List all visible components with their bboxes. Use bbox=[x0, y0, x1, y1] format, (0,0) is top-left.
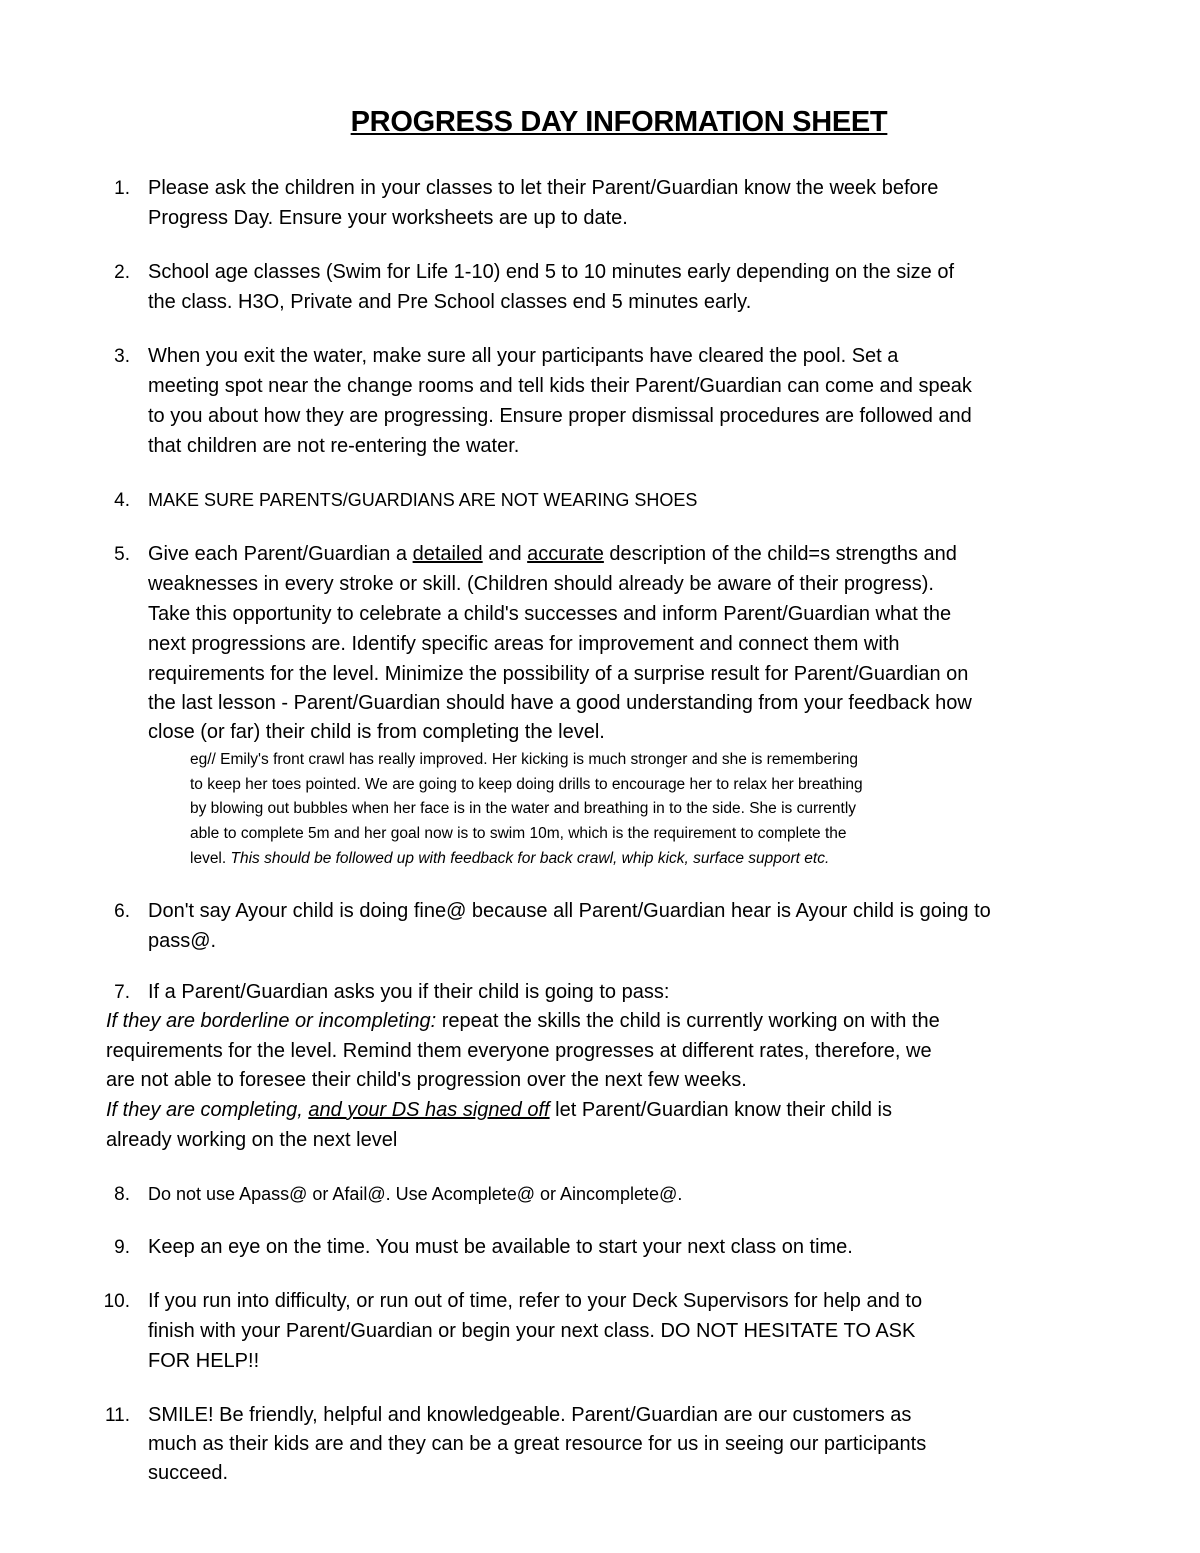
text-segment: level. bbox=[190, 850, 231, 867]
example-line: by blowing out bubbles when her face is in the water and breathing in to the side. She is currently bbox=[190, 800, 857, 817]
item-text-line: next progressions are. Identify specific areas for improvement and connect them with bbox=[148, 633, 900, 655]
example-line: able to complete 5m and her goal now is to swim 10m, which is the requirement to complete the bbox=[190, 825, 847, 842]
italic-label: If they are completing, bbox=[106, 1099, 309, 1121]
item-text-line: close (or far) their child is from completing the level. bbox=[148, 721, 605, 743]
italic-note: This should be followed up with feedback for back crawl, whip kick, surface support etc. bbox=[230, 850, 830, 867]
item-number: 4. bbox=[114, 490, 130, 511]
item-number: 6. bbox=[114, 901, 130, 922]
example-line: eg// Emily's front crawl has really improved. Her kicking is much stronger and she is remembering bbox=[190, 751, 858, 768]
item-text-line bbox=[106, 1099, 892, 1122]
text-segment: description of the child=s strengths and bbox=[603, 543, 957, 565]
item-number: 10. bbox=[103, 1291, 130, 1312]
item-text-line: FOR HELP!! bbox=[148, 1350, 260, 1372]
text-segment: let Parent/Guardian know their child is bbox=[549, 1099, 892, 1121]
item-text-line bbox=[148, 543, 957, 566]
example-line bbox=[190, 850, 829, 868]
item-text-line: If a Parent/Guardian asks you if their child is going to pass: bbox=[148, 981, 670, 1003]
item-text-line: much as their kids are and they can be a great resource for us in seeing our participants bbox=[148, 1433, 927, 1455]
item-text-line: requirements for the level. Minimize the possibility of a surprise result for Parent/Guardian on bbox=[148, 663, 969, 685]
item-number: 9. bbox=[114, 1237, 130, 1258]
item-number: 3. bbox=[114, 346, 130, 367]
item-text-line: to you about how they are progressing. Ensure proper dismissal procedures are followed and bbox=[148, 405, 972, 427]
item-text-line: Progress Day. Ensure your worksheets are up to date. bbox=[148, 207, 628, 229]
item-text-line: Keep an eye on the time. You must be available to start your next class on time. bbox=[148, 1236, 853, 1258]
item-text-line: that children are not re-entering the water. bbox=[148, 435, 520, 457]
item-text-line: If you run into difficulty, or run out of time, refer to your Deck Supervisors for help and to bbox=[148, 1290, 923, 1312]
item-text-line: SMILE! Be friendly, helpful and knowledgeable. Parent/Guardian are our customers as bbox=[148, 1404, 912, 1426]
item-text-line: MAKE SURE PARENTS/GUARDIANS ARE NOT WEARING SHOES bbox=[148, 490, 698, 510]
underlined-word: accurate bbox=[527, 543, 604, 565]
item-text-line: the last lesson - Parent/Guardian should have a good understanding from your feedback how bbox=[148, 692, 972, 714]
item-number: 8. bbox=[114, 1184, 130, 1205]
item-text-line bbox=[106, 1010, 940, 1033]
item-text-line: the class. H3O, Private and Pre School classes end 5 minutes early. bbox=[148, 291, 752, 313]
item-text-line: requirements for the level. Remind them everyone progresses at different rates, therefore, we bbox=[106, 1040, 932, 1062]
item-text-line: meeting spot near the change rooms and tell kids their Parent/Guardian can come and speak bbox=[148, 375, 972, 397]
item-text-line: Don't say Ayour child is doing fine@ because all Parent/Guardian hear is Ayour child is going to bbox=[148, 900, 991, 922]
item-number: 2. bbox=[114, 262, 130, 283]
item-text-line: Do not use Apass@ or Afail@. Use Acomplete@ or Aincomplete@. bbox=[148, 1184, 683, 1204]
item-text-line: already working on the next level bbox=[106, 1129, 398, 1151]
item-text-line: pass@. bbox=[148, 930, 217, 952]
item-text-line: Please ask the children in your classes to let their Parent/Guardian know the week before bbox=[148, 177, 939, 199]
item-text-line: finish with your Parent/Guardian or begin your next class. DO NOT HESITATE TO ASK bbox=[148, 1320, 916, 1342]
item-number: 1. bbox=[114, 178, 130, 199]
item-text-line: School age classes (Swim for Life 1-10) end 5 to 10 minutes early depending on the size of bbox=[148, 261, 955, 283]
item-text-line: succeed. bbox=[148, 1462, 229, 1484]
text-segment: repeat the skills the child is currently working on with the bbox=[436, 1010, 940, 1032]
italic-label: If they are borderline or incompleting: bbox=[106, 1010, 437, 1032]
item-text-line: When you exit the water, make sure all your participants have cleared the pool. Set a bbox=[148, 345, 899, 367]
item-text-line: weaknesses in every stroke or skill. (Children should already be aware of their progress). bbox=[148, 573, 934, 595]
item-number: 5. bbox=[114, 544, 130, 565]
underlined-word: detailed bbox=[412, 543, 483, 565]
example-line: to keep her toes pointed. We are going to keep doing drills to encourage her to relax her breathing bbox=[190, 776, 863, 793]
text-segment: Give each Parent/Guardian a bbox=[148, 543, 413, 565]
item-number: 11. bbox=[104, 1405, 130, 1426]
item-number: 7. bbox=[114, 982, 130, 1003]
text-segment: and bbox=[482, 543, 528, 565]
underlined-italic: and your DS has signed off bbox=[308, 1099, 550, 1121]
item-text-line: are not able to foresee their child's progression over the next few weeks. bbox=[106, 1069, 747, 1091]
page-title: PROGRESS DAY INFORMATION SHEET bbox=[350, 106, 888, 138]
item-text-line: Take this opportunity to celebrate a child's successes and inform Parent/Guardian what the bbox=[148, 603, 952, 625]
